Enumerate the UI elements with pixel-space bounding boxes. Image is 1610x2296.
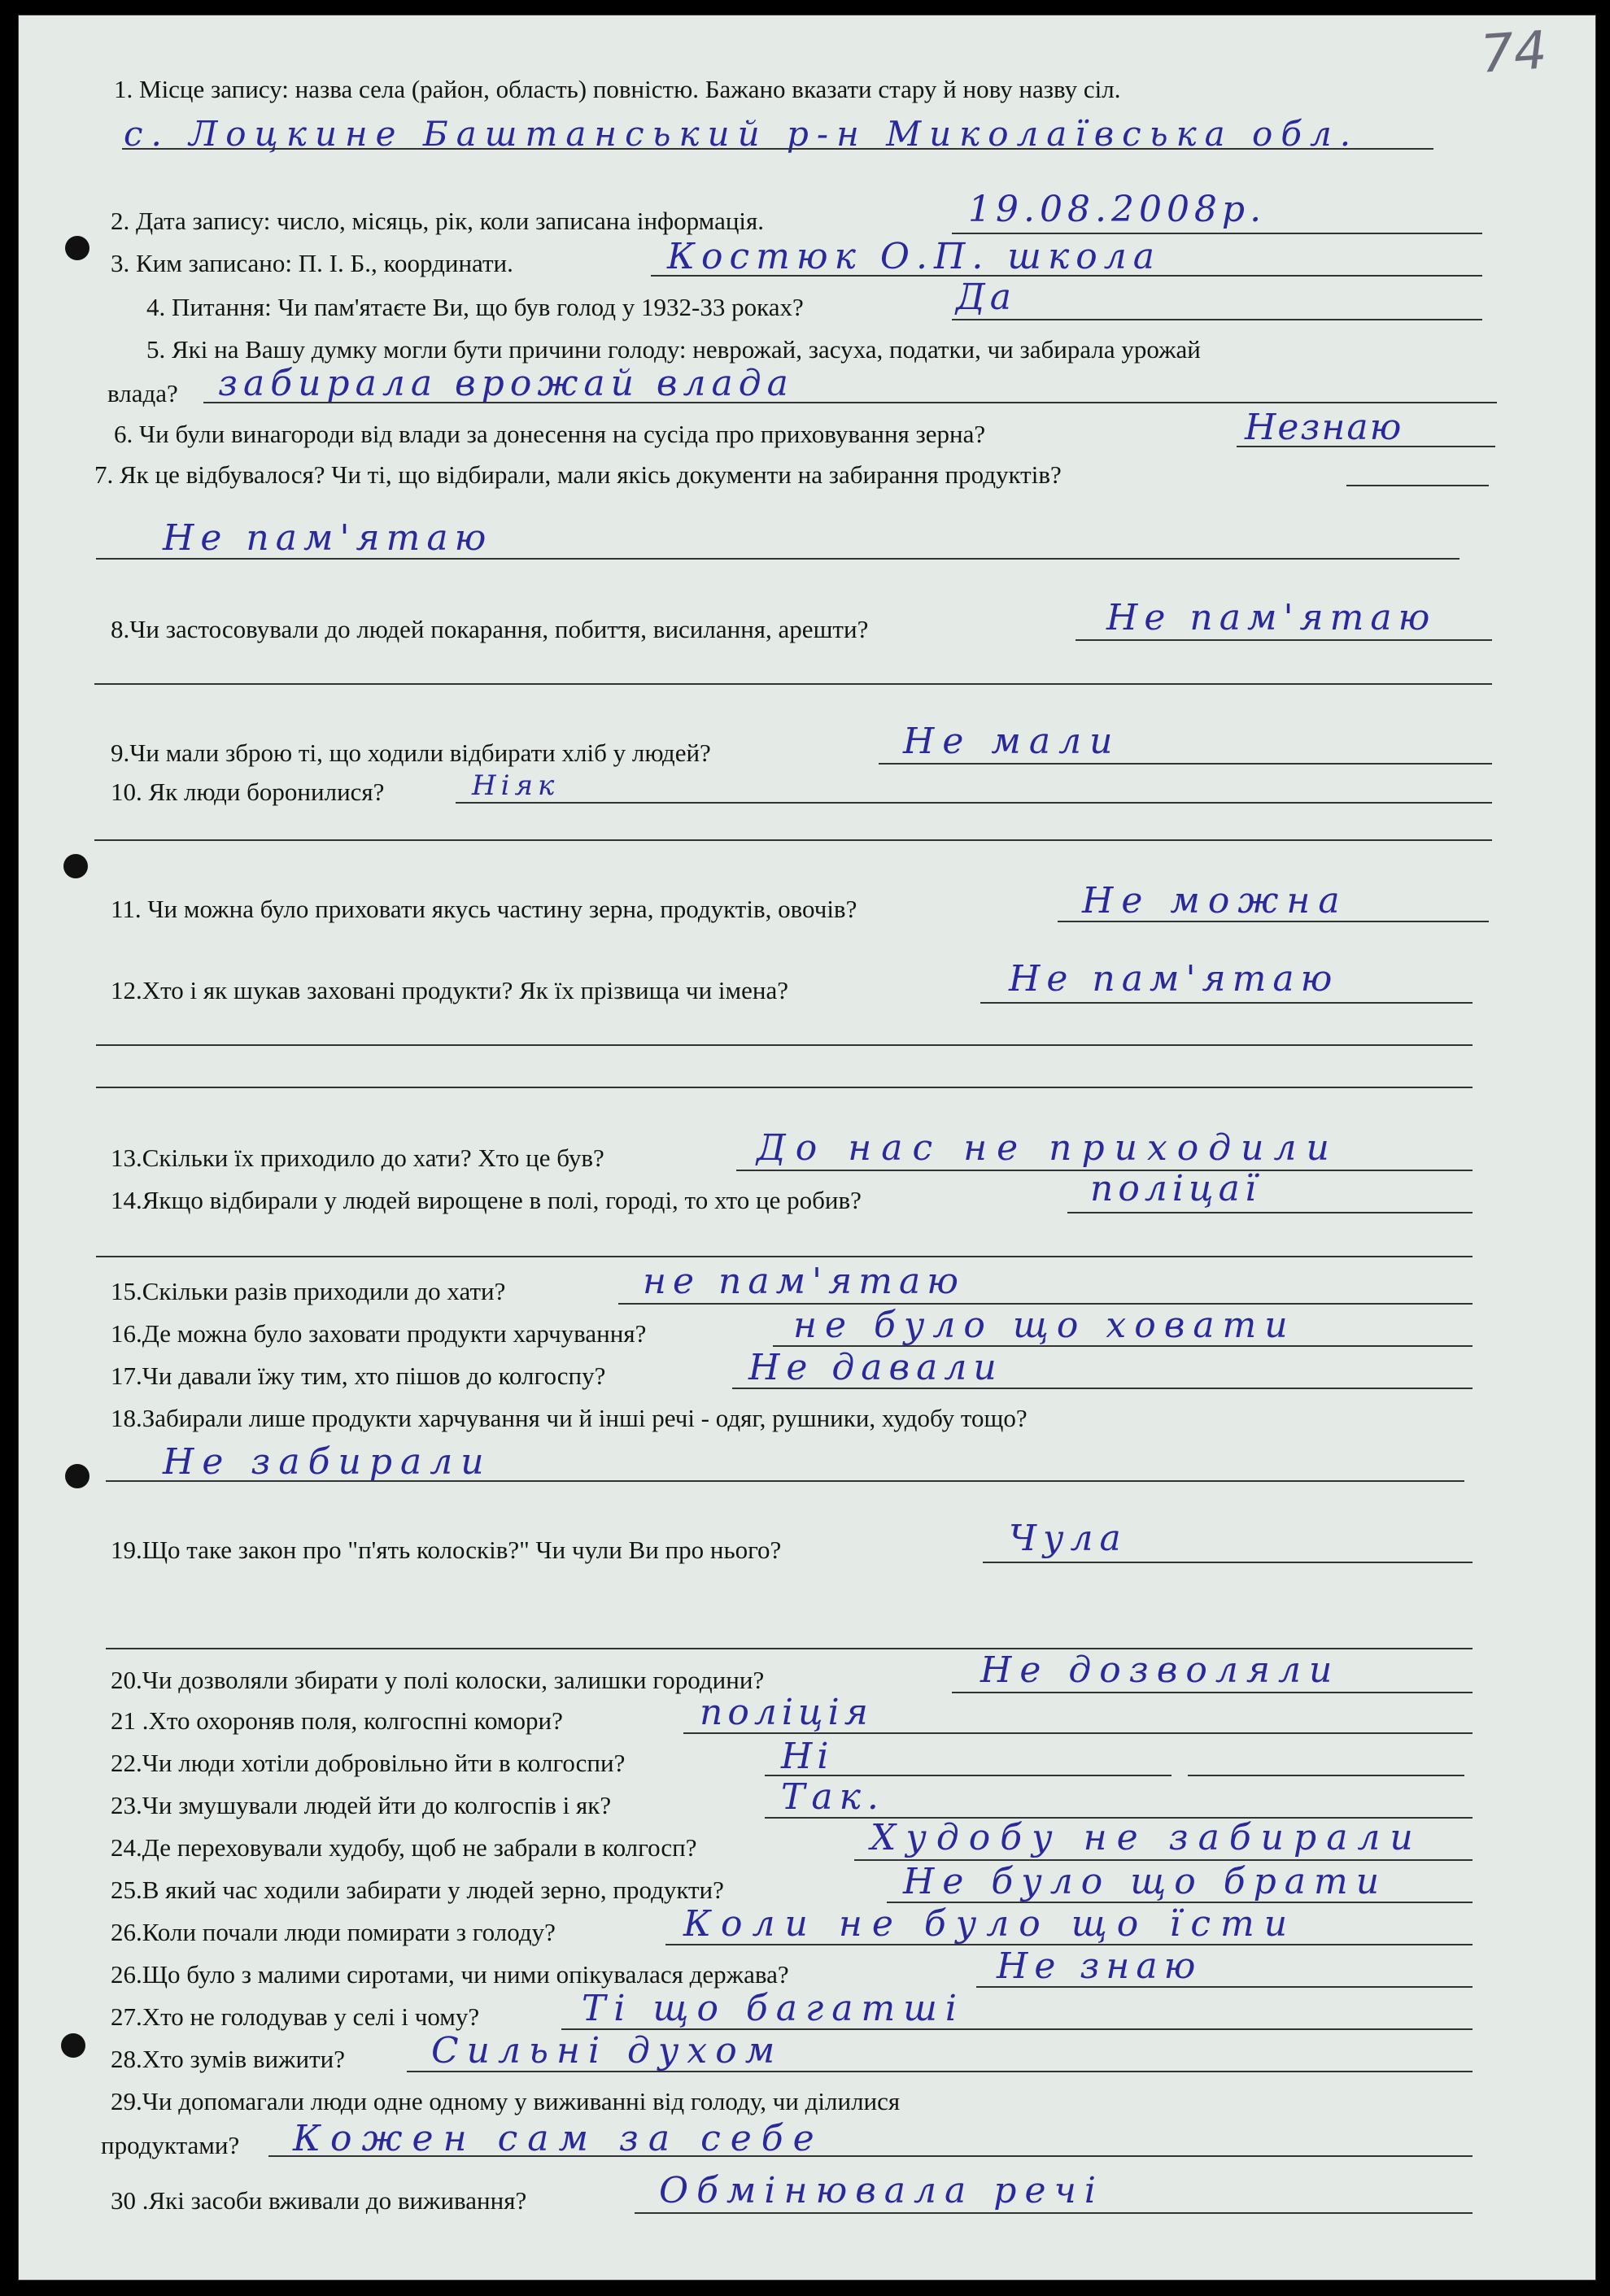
question-10: 10. Як люди боронилися?: [111, 778, 385, 806]
answer-5: забирала врожай влада: [218, 363, 794, 404]
question-5: 5. Які на Вашу думку могли бути причини голоду: неврожай, засуха, податки, чи забирала урожай: [146, 335, 1201, 364]
answer-line: [96, 558, 1459, 560]
answer-10: Ніяк: [472, 769, 560, 802]
answer-2: 19.08.2008р.: [968, 189, 1267, 230]
question-5-cont: влада?: [107, 379, 178, 407]
question-24: 24.Де переховували худобу, щоб не забрали в колгосп?: [111, 1833, 697, 1862]
answer-line: [96, 1256, 1473, 1257]
question-26: 26.Коли почали люди помирати з голоду?: [111, 1918, 556, 1946]
answer-20: Не дозволяли: [980, 1649, 1341, 1691]
answer-7: Не пам'ятаю: [163, 517, 493, 559]
answer-line: [635, 2212, 1473, 2214]
question-21: 21 .Хто охороняв поля, колгоспні комори?: [111, 1706, 563, 1735]
answer-line: [268, 2155, 1473, 2157]
answer-30: Обмінювала речі: [659, 2170, 1104, 2211]
question-23: 23.Чи змушували людей йти до колгоспів і як?: [111, 1791, 612, 1819]
question-16: 16.Де можна було заховати продукти харчування?: [111, 1319, 647, 1348]
answer-line: [976, 1986, 1473, 1988]
answer-14: поліцаї: [1090, 1168, 1261, 1209]
question-17: 17.Чи давали їжу тим, хто пішов до колгоспу?: [111, 1361, 606, 1390]
answer-line: [106, 1480, 1464, 1482]
question-25: 25.В який час ходили забирати у людей зерно, продукти?: [111, 1876, 724, 1904]
question-30: 30 .Які засоби вживали до виживання?: [111, 2186, 527, 2215]
answer-11: Не можна: [1082, 880, 1348, 921]
question-3: 3. Ким записано: П. І. Б., координати.: [111, 249, 513, 277]
question-26b: 26.Що було з малими сиротами, чи ними опікувалася держава?: [111, 1960, 789, 1989]
question-4: 4. Питання: Чи пам'ятаєте Ви, що був голод у 1932-33 роках?: [146, 293, 804, 321]
answer-line: [407, 2071, 1473, 2072]
answer-22: Ні: [781, 1736, 834, 1777]
punch-hole: [61, 2033, 85, 2058]
question-20: 20.Чи дозволяли збирати у полі колоски, залишки городини?: [111, 1666, 765, 1694]
answer-line: [1237, 446, 1495, 447]
punch-hole: [63, 854, 88, 878]
question-7: 7. Як це відбувалося? Чи ті, що відбирали, мали якісь документи на забирання продуктів?: [94, 460, 1062, 489]
answer-line: [952, 1692, 1473, 1693]
answer-line: [122, 148, 1433, 150]
answer-line: [980, 1002, 1473, 1004]
page-number: 74: [1478, 20, 1549, 85]
answer-6: Незнаю: [1245, 407, 1403, 448]
answer-4: Да: [956, 277, 1017, 318]
punch-hole: [65, 236, 89, 260]
question-15: 15.Скільки разів приходили до хати?: [111, 1277, 506, 1305]
answer-28: Сильні духом: [431, 2030, 783, 2072]
question-22: 22.Чи люди хотіли добровільно йти в колгоспи?: [111, 1749, 626, 1777]
answer-line: [456, 802, 1492, 804]
question-28: 28.Хто зумів вижити?: [111, 2045, 345, 2073]
answer-line: [94, 839, 1492, 841]
answer-9: Не мали: [903, 721, 1121, 762]
question-14: 14.Якщо відбирали у людей вирощене в полі, городі, то хто це робив?: [111, 1186, 862, 1214]
answer-line: [1188, 1775, 1464, 1776]
question-2: 2. Дата запису: число, місяць, рік, коли записана інформація.: [111, 207, 765, 235]
answer-3: Костюк О.П. школа: [667, 236, 1162, 277]
answer-29: Кожен сам за себе: [293, 2118, 824, 2159]
answer-12: Не пам'ятаю: [1009, 958, 1339, 1000]
answer-26: Коли не було що їсти: [683, 1903, 1298, 1945]
question-29: 29.Чи допомагали люди одне одному у виживанні від голоду, чи ділилися: [111, 2087, 901, 2115]
answer-15: не пам'ятаю: [643, 1261, 965, 1302]
answer-line: [96, 1087, 1473, 1088]
answer-8: Не пам'ятаю: [1106, 597, 1437, 638]
question-8: 8.Чи застосовували до людей покарання, побиття, висилання, арешти?: [111, 615, 869, 643]
punch-hole: [65, 1464, 89, 1488]
answer-line: [952, 233, 1482, 234]
answer-line: [203, 402, 1497, 403]
answer-line: [1076, 639, 1492, 641]
answer-21: поліція: [700, 1692, 873, 1733]
answer-line: [651, 275, 1482, 277]
answer-27: Ті що багатші: [582, 1988, 965, 2029]
answer-18: Не забирали: [163, 1441, 492, 1483]
question-13: 13.Скільки їх приходило до хати? Хто це був?: [111, 1144, 604, 1172]
answer-line: [1346, 485, 1489, 486]
question-6: 6. Чи були винагороди від влади за донесення на сусіда про приховування зерна?: [114, 420, 986, 448]
question-29-cont: продуктами?: [101, 2131, 240, 2159]
answer-16: не було що ховати: [793, 1305, 1296, 1346]
answer-line: [983, 1562, 1473, 1563]
answer-line: [732, 1388, 1473, 1389]
answer-23: Так.: [781, 1776, 885, 1818]
answer-24: Худобу не забирали: [870, 1817, 1423, 1858]
answer-line: [879, 763, 1492, 765]
question-12: 12.Хто і як шукав заховані продукти? Як їх прізвища чи імена?: [111, 976, 789, 1004]
answer-line: [96, 1044, 1473, 1046]
question-9: 9.Чи мали зброю ті, що ходили відбирати хліб у людей?: [111, 738, 711, 767]
answer-1: с. Лоцкине Баштанський р-н Миколаївська обл.: [124, 114, 1359, 154]
answer-13: До нас не приходили: [757, 1127, 1339, 1169]
answer-line: [952, 319, 1482, 320]
question-19: 19.Що таке закон про "п'ять колосків?" Чи чули Ви про нього?: [111, 1536, 782, 1564]
question-27: 27.Хто не голодував у селі і чому?: [111, 2002, 480, 2031]
question-11: 11. Чи можна було приховати якусь частину зерна, продуктів, овочів?: [111, 895, 857, 923]
question-1: 1. Місце запису: назва села (район, область) повністю. Бажано вказати стару й нову назву сіл.: [114, 75, 1121, 103]
answer-line: [1067, 1212, 1473, 1213]
answer-25: Не було що брати: [903, 1861, 1388, 1902]
answer-line: [683, 1732, 1473, 1734]
answer-17: Не давали: [748, 1347, 1003, 1388]
answer-line: [94, 683, 1492, 685]
answer-26b: Не знаю: [997, 1945, 1202, 1987]
answer-19: Чула: [1009, 1518, 1128, 1559]
question-18: 18.Забирали лише продукти харчування чи й інші речі - одяг, рушники, худобу тощо?: [111, 1404, 1028, 1432]
answer-line: [1058, 921, 1489, 922]
